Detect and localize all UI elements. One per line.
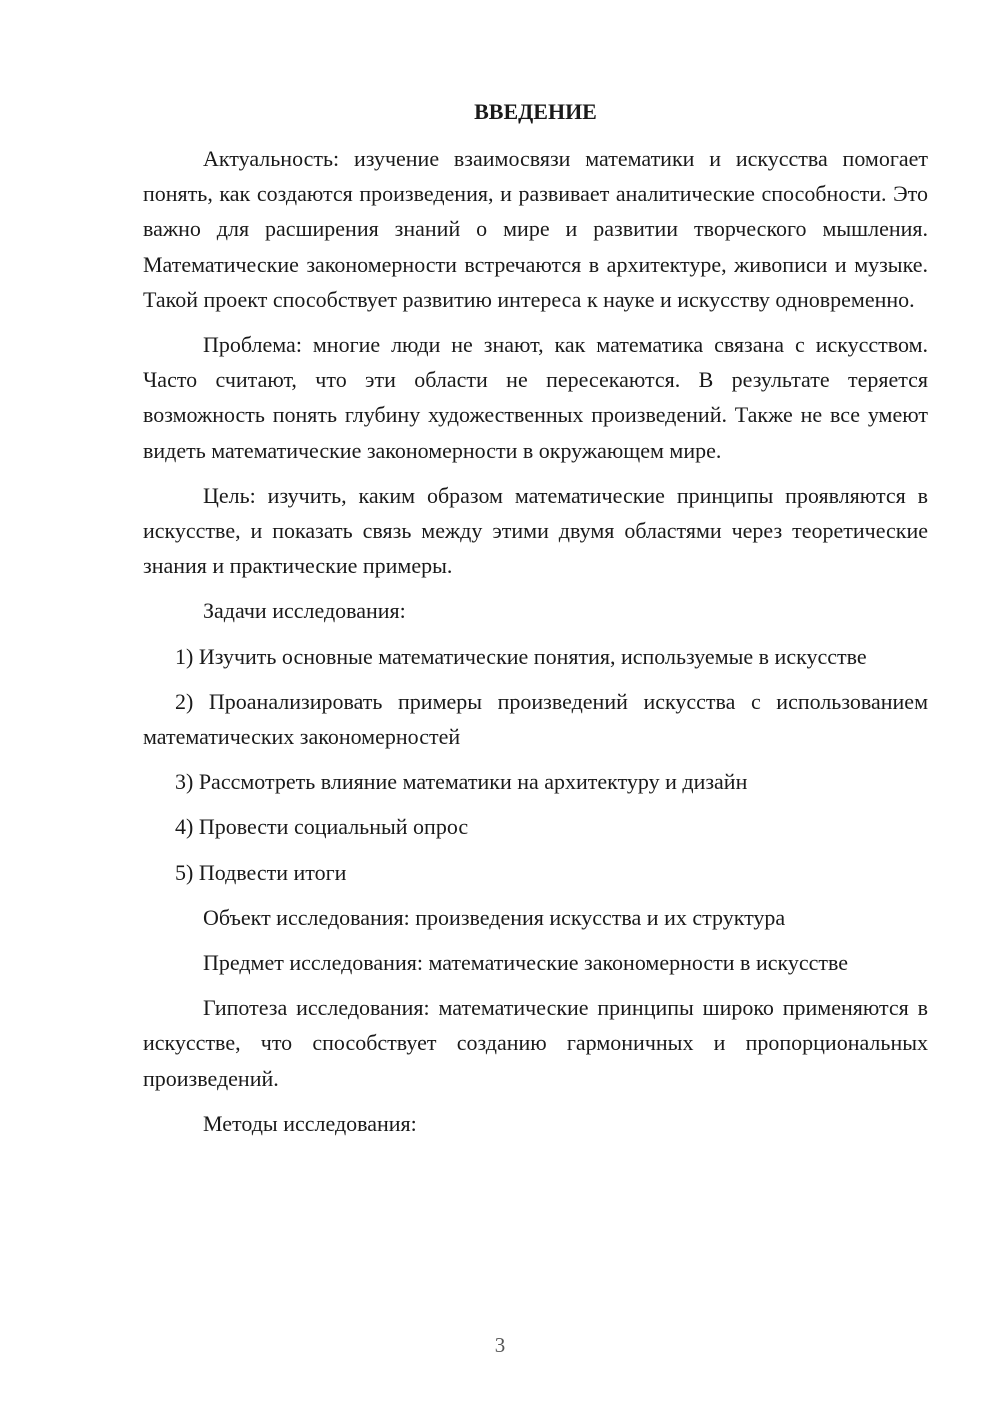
document-page	[143, 94, 928, 1141]
object-paragraph: Объект исследования: произведения искусства и их структура	[203, 904, 786, 930]
methods-heading: Методы исследования:	[203, 1110, 417, 1136]
goal-paragraph: Цель: изучить, каким образом математические принципы проявляются в искусстве, и показать связь между этими двумя областями через теоретические знания и практические примеры.	[143, 482, 928, 579]
subject-paragraph: Предмет исследования: математические закономерности в искусстве	[203, 950, 849, 976]
tasks-heading: Задачи исследования:	[203, 598, 406, 624]
task-item-4: 4) Провести социальный опрос	[175, 814, 469, 840]
task-item-1: 1) Изучить основные математические понятия, используемые в искусстве	[175, 643, 867, 669]
task-item-2: 2) Проанализировать примеры произведений искусства с использованием математических закономерностей	[143, 688, 928, 750]
page-number: 3	[494, 1333, 506, 1357]
problem-paragraph: Проблема: многие люди не знают, как математика связана с искусством. Часто считают, что эти области не пересекаются. В результате теряется возможность понять глубину художественных произведений. Также не все умеют видеть математические закономерности в окружающем мире.	[143, 332, 928, 463]
task-item-3: 3) Рассмотреть влияние математики на архитектуру и дизайн	[175, 769, 748, 795]
section-title: ВВЕДЕНИЕ	[474, 99, 597, 124]
relevance-paragraph: Актуальность: изучение взаимосвязи математики и искусства помогает понять, как создаются произведения, и развивает аналитические способности. Это важно для расширения знаний о мире и развитии творческого мышления. Математические закономерности встречаются в архитектуре, живописи и музыке. Такой проект способствует развитию интереса к науке и искусству одновременно.	[143, 146, 928, 312]
task-item-5: 5) Подвести итоги	[175, 859, 347, 885]
hypothesis-paragraph: Гипотеза исследования: математические принципы широко применяются в искусстве, что способствует созданию гармоничных и пропорциональных произведений.	[143, 995, 928, 1091]
